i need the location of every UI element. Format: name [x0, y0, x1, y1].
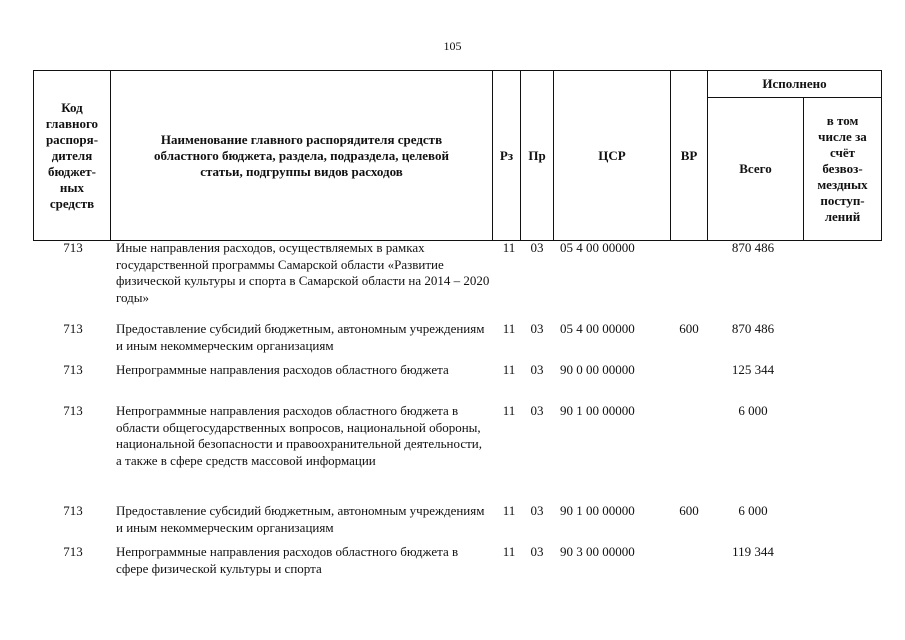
- header-pr: Пр: [528, 147, 546, 163]
- row-code: 713: [63, 362, 83, 377]
- row-total: 6 000: [738, 403, 768, 418]
- row-name: Иные направления расходов, осуществляемых в рамках государственной программы Самарской области «Развитие физической культуры и спорта в Самарской области на 2014 – 2020 годы»: [116, 240, 490, 305]
- row-pr: 03: [530, 403, 544, 418]
- row-total: 119 344: [732, 544, 774, 559]
- row-pr: 03: [530, 240, 544, 255]
- row-name: Предоставление субсидий бюджетным, автономным учреждениям и иным некоммерческим организациям: [116, 321, 485, 353]
- row-pr: 03: [530, 321, 544, 336]
- header-incl: в том числе за счёт безвоз- мездных поступ- лений: [817, 113, 868, 224]
- row-csr: 90 1 00 00000: [560, 503, 635, 518]
- row-name: Непрограммные направления расходов областного бюджета: [116, 362, 449, 377]
- table-header: [33, 70, 882, 241]
- row-vr: 600: [679, 503, 699, 518]
- row-name: Непрограммные направления расходов областного бюджета в сфере физической культуры и спорта: [116, 544, 459, 576]
- row-pr: 03: [530, 503, 544, 518]
- row-total: 6 000: [738, 503, 768, 518]
- header-csr: ЦСР: [598, 147, 626, 163]
- row-csr: 90 0 00 00000: [560, 362, 635, 377]
- row-csr: 90 1 00 00000: [560, 403, 635, 418]
- row-code: 713: [63, 321, 83, 336]
- row-total: 870 486: [731, 321, 775, 336]
- header-total: Всего: [739, 161, 772, 176]
- row-vr: 600: [679, 321, 699, 336]
- row-code: 713: [63, 240, 83, 255]
- row-name: Предоставление субсидий бюджетным, автономным учреждениям и иным некоммерческим организациям: [116, 503, 485, 535]
- row-rz: 11: [502, 321, 516, 336]
- header-executed: Исполнено: [762, 76, 827, 91]
- row-pr: 03: [530, 362, 544, 377]
- row-total: 870 486: [731, 240, 775, 255]
- row-rz: 11: [502, 403, 516, 418]
- header-name: Наименование главного распорядителя средств областного бюджета, раздела, подраздела, целевой статьи, подгруппы видов расходов: [154, 131, 449, 179]
- row-csr: 05 4 00 00000: [560, 240, 635, 255]
- row-csr: 05 4 00 00000: [560, 321, 635, 336]
- header-rz: Рз: [499, 147, 514, 163]
- row-name: Непрограммные направления расходов областного бюджета в области общегосударственных вопросов, национальной обороны, национальной безопасности и правоохранительной деятельности, а также в сфере средств массовой информации: [116, 403, 482, 468]
- row-rz: 11: [502, 240, 516, 255]
- header-vr: ВР: [680, 147, 698, 163]
- row-csr: 90 3 00 00000: [560, 544, 635, 559]
- page-number: 105: [443, 39, 462, 53]
- row-total: 125 344: [731, 362, 775, 377]
- row-rz: 11: [502, 544, 516, 559]
- row-code: 713: [63, 544, 83, 559]
- header-code: Код главного распоря- дителя бюджет- ных средств: [45, 99, 99, 211]
- row-rz: 11: [502, 503, 516, 518]
- row-code: 713: [63, 403, 83, 418]
- row-code: 713: [63, 503, 83, 518]
- row-rz: 11: [502, 362, 516, 377]
- row-pr: 03: [530, 544, 544, 559]
